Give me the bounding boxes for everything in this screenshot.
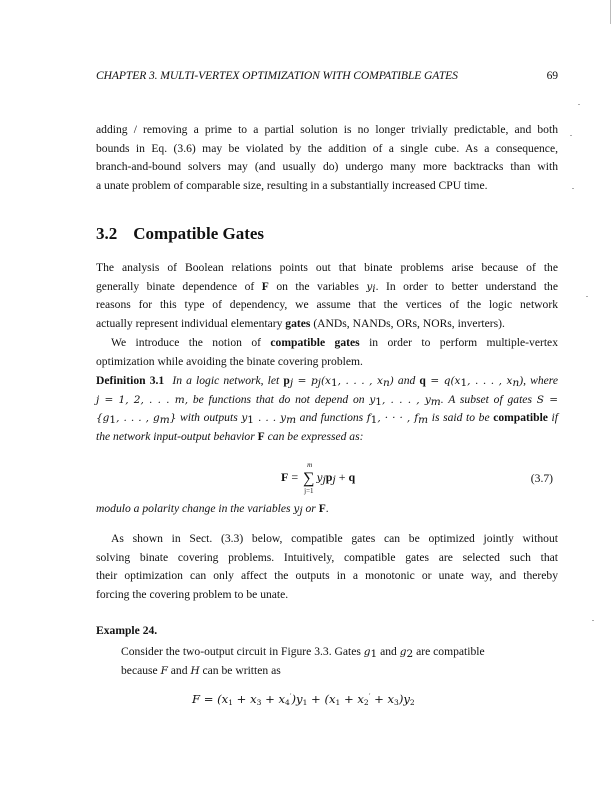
- bold-term: compatible gates: [270, 336, 360, 349]
- math-subscript: 2: [409, 698, 415, 707]
- math-subscript: 1: [370, 648, 378, 660]
- math-run: . . . y: [253, 412, 287, 425]
- math-run: , . . . , y: [381, 393, 431, 406]
- text-line: optimization while avoiding the binate covering problem.: [96, 354, 363, 368]
- text-line: solving binate covering problems. Intuitively, compatible gates are selected such that: [96, 550, 558, 564]
- text-run: (ANDs, NANDs, ORs, NORs, inverters).: [310, 316, 505, 330]
- math-run: , . . . , g: [116, 412, 160, 425]
- equation-F: [192, 692, 415, 706]
- math-subscript: j: [299, 505, 303, 517]
- example-body: [121, 643, 534, 680]
- text-run: because: [121, 663, 161, 677]
- math-subscript: 2: [406, 648, 414, 660]
- math-run: S =: [536, 393, 558, 406]
- math-var: g: [363, 646, 371, 658]
- math-run: (x: [320, 375, 331, 387]
- math-prime: ′: [289, 692, 292, 701]
- math-subscript: m: [159, 414, 170, 427]
- text-line: [96, 278, 558, 297]
- chapter-title: CHAPTER 3. MULTI-VERTEX OPTIMIZATION WITH COMPATIBLE GATES: [96, 69, 458, 82]
- math-run: + x: [340, 692, 364, 706]
- definition-block: [96, 372, 558, 446]
- section-heading: [96, 224, 264, 244]
- math-bold-q: q: [348, 470, 356, 484]
- scan-speck: [586, 296, 588, 297]
- scan-speck: [578, 104, 580, 105]
- math-subscript: j: [317, 377, 321, 389]
- math-run: + x: [261, 692, 286, 706]
- paragraph-2: [96, 259, 558, 333]
- math-subscript: 1: [335, 698, 341, 707]
- math-run: + x: [232, 692, 257, 706]
- text-run: actually represent individual elementary: [96, 316, 286, 330]
- math-run: +: [335, 470, 349, 484]
- text-run: .: [325, 502, 329, 515]
- sum-lower-limit: j=1: [304, 487, 314, 495]
- math-run: + x: [370, 692, 395, 706]
- text-run: be functions that do not depend on: [188, 392, 370, 406]
- math-bold-F: F: [261, 279, 269, 293]
- text-line: bounds in Eq. (3.6) may be violated by the addition of a single cube. As a consequence,: [96, 141, 558, 155]
- math-bold-p: p: [283, 374, 290, 387]
- math-run: j = 1, 2, . . . m,: [96, 393, 189, 406]
- text-run: ), where: [519, 374, 558, 387]
- math-run: + (x: [307, 692, 336, 706]
- math-subscript: j: [332, 474, 336, 486]
- text-run: the network input-output behavior: [96, 429, 258, 443]
- summation-symbol: [303, 461, 315, 495]
- bold-term: gates: [285, 316, 311, 330]
- text-run: and: [167, 663, 191, 677]
- math-bold-F: F: [281, 470, 289, 484]
- text-line: [96, 315, 558, 334]
- math-var: f: [366, 412, 371, 425]
- text-line: adding / removing a prime to a partial solution is no longer trivially predictable, and both: [96, 123, 558, 136]
- text-run: . A subset of gates: [440, 392, 537, 406]
- math-subscript: m: [286, 414, 297, 427]
- text-run: in order to perform multiple-vertex: [359, 336, 558, 349]
- text-run: is said to be: [428, 411, 494, 425]
- text-run: and: [377, 645, 400, 658]
- math-subscript: m: [418, 414, 429, 427]
- text-run: We introduce the notion of: [111, 336, 271, 349]
- bold-term: compatible: [493, 411, 548, 425]
- math-run: , . . . , x: [467, 375, 513, 387]
- math-run: {g: [96, 412, 110, 425]
- page-edge-mark: [610, 0, 611, 24]
- math-subscript: 4: [285, 698, 290, 707]
- math-run: F = (x: [192, 692, 229, 706]
- math-var: F: [160, 664, 168, 677]
- text-line: The analysis of Boolean relations points out that binate problems arise because of the: [96, 261, 558, 274]
- math-bold-F: F: [318, 502, 326, 515]
- text-run: are compatible: [413, 645, 485, 658]
- math-subscript: 3: [256, 698, 262, 707]
- text-line: j = 1, 2, . . . m, be functions that do not depend on $y_1$, . . . , $y_m$. A subset of gates S =: [96, 392, 558, 408]
- paragraph-4: [96, 530, 558, 604]
- math-var: y: [316, 472, 323, 484]
- math-subscript: i: [372, 282, 376, 295]
- example-heading: Example 24.: [96, 624, 158, 637]
- math-run: )y: [398, 692, 410, 706]
- sum-upper-limit: m: [307, 461, 313, 469]
- text-run: generally binate dependence of: [96, 279, 262, 293]
- paragraph-3: [96, 334, 558, 371]
- text-run: with outputs: [176, 411, 242, 425]
- definition-label: Definition 3.1: [96, 374, 165, 387]
- math-subscript: 1: [302, 698, 308, 707]
- section-number: 3.2: [96, 224, 118, 243]
- text-line: forcing the covering problem to be unate.: [96, 587, 289, 601]
- text-line: As shown in Sect. (3.3) below, compatible gates can be optimized jointly without: [111, 532, 558, 545]
- math-subscript: 3: [394, 698, 399, 707]
- math-run: }: [169, 412, 177, 425]
- equation-3-7: [96, 460, 558, 500]
- text-run: . In order to better understand the: [375, 279, 558, 293]
- math-bold-p: p: [325, 470, 333, 484]
- math-run: = p: [293, 375, 318, 387]
- text-run: if: [547, 411, 559, 425]
- section-title-text: Compatible Gates: [133, 224, 265, 243]
- text-line: [121, 662, 534, 681]
- equation-number: (3.7): [530, 472, 553, 485]
- math-bold-q: q: [419, 374, 426, 387]
- definition-tail: [96, 500, 558, 519]
- math-run: , . . . , x: [337, 375, 383, 387]
- text-run: on the variables: [268, 279, 367, 293]
- math-var: y: [369, 393, 376, 406]
- scan-speck: [592, 620, 594, 621]
- sigma-glyph: ∑: [303, 470, 315, 487]
- text-line: branch-and-bound solvers may (and usually do) undergo many more backtracks than with: [96, 160, 558, 174]
- math-subscript: n: [382, 377, 390, 389]
- math-run: )y: [291, 692, 303, 706]
- scan-speck: [572, 188, 574, 189]
- text-line: [96, 428, 558, 447]
- text-run: can be expressed as:: [264, 429, 364, 443]
- text-line: {$g_1$, . . . , $g_m$} with outputs $y_1$ . . . $y_m$ and functions $f_1$, · · · , $f_m$ is said to be compatible if: [96, 411, 559, 427]
- text-line: reasons for this type of dependency, we assume that the vertices of the logic network: [96, 298, 558, 312]
- text-line: [96, 500, 558, 519]
- page-number: 69: [546, 69, 558, 82]
- math-subscript: j: [322, 474, 326, 486]
- equation-body: [281, 461, 356, 495]
- math-var: y: [241, 412, 248, 425]
- math-subscript: j: [289, 377, 294, 389]
- text-run: or: [302, 502, 319, 515]
- text-run: and: [393, 374, 420, 387]
- math-subscript: m: [430, 395, 441, 408]
- math-var: g: [399, 646, 407, 658]
- text-run: Consider the two-output circuit in Figure 3.3. Gates: [121, 645, 364, 658]
- math-var: y: [293, 503, 300, 515]
- text-line: their optimization can only affect the outputs in a monotonic or unate way, and thereby: [96, 569, 558, 583]
- running-head: [96, 69, 558, 82]
- text-line: Definition 3.1 In a logic network, let $p_j = p_j(x_1$, . . . , $x_n$) and $q = q(x_1$, . . . , $x_n$), where: [96, 374, 558, 389]
- math-var: y: [366, 280, 373, 293]
- math-run: ): [389, 375, 394, 387]
- text-run: In a logic network, let: [172, 374, 284, 387]
- math-subscript: 2: [363, 698, 369, 707]
- math-var: H: [190, 664, 200, 677]
- math-subscript: n: [512, 377, 520, 389]
- paragraph-1: [96, 121, 558, 195]
- math-run: =: [288, 470, 302, 484]
- text-run: and functions: [296, 411, 367, 425]
- math-subscript: 1: [228, 698, 233, 707]
- math-prime: ′: [368, 692, 371, 701]
- text-line: [96, 334, 558, 353]
- math-run: = q(x: [425, 375, 461, 387]
- math-bold-F: F: [257, 429, 265, 443]
- text-run: can be written as: [199, 663, 281, 677]
- scan-speck: [570, 135, 572, 136]
- math-run: , · · · , f: [377, 412, 419, 425]
- text-line: [121, 643, 534, 662]
- text-run: modulo a polarity change in the variables: [96, 502, 294, 515]
- text-line: a unate problem of comparable size, resulting in a substantially increased CPU time.: [96, 178, 488, 192]
